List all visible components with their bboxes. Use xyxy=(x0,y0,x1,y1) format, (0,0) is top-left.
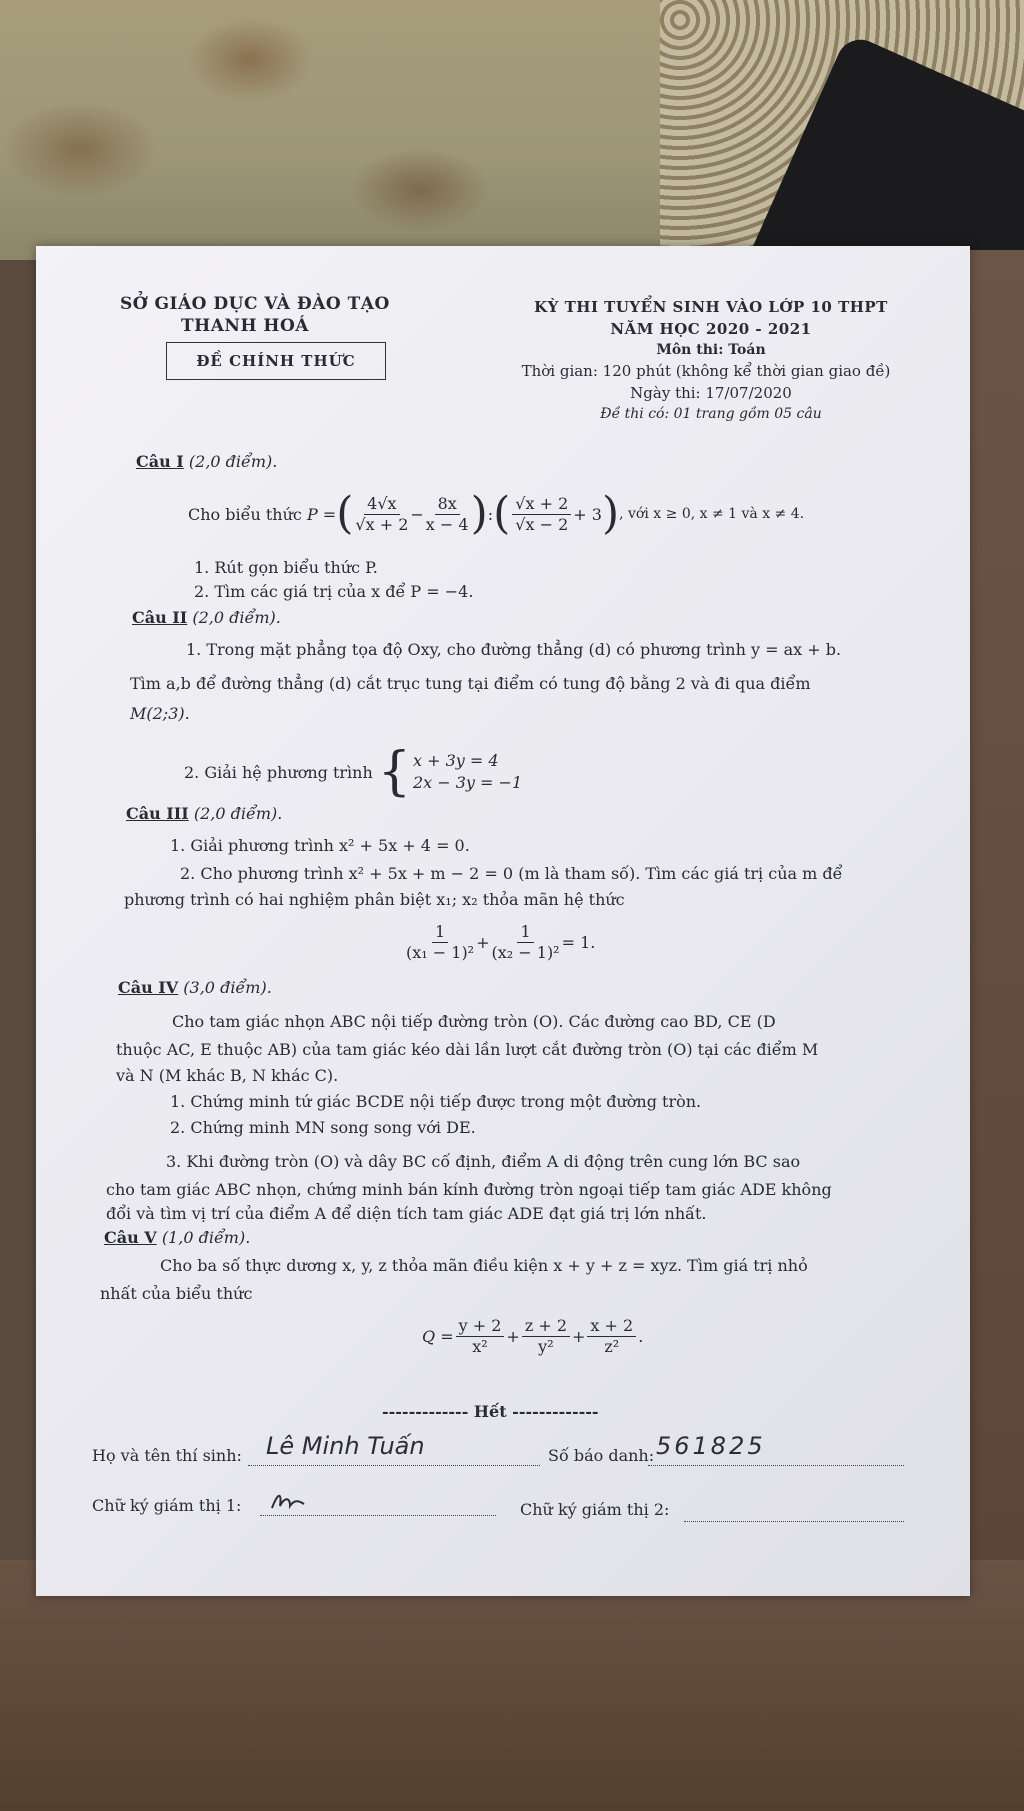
q3-f1-denominator: (x₁ − 1)² xyxy=(406,942,475,962)
q3-plus: + xyxy=(476,932,490,952)
q1-item-1: 1. Rút gọn biểu thức P. xyxy=(194,558,378,577)
q1-f2-numerator: 8x xyxy=(435,494,460,515)
q3-relation xyxy=(404,912,595,972)
question-2-label: Câu II xyxy=(132,608,188,627)
question-4-title xyxy=(118,978,272,997)
q5-line-2: nhất của biểu thức xyxy=(100,1284,253,1303)
q5-t3-denominator: z² xyxy=(604,1336,620,1356)
end-dashes-left: ------------- xyxy=(382,1402,469,1421)
q5-expression xyxy=(422,1306,643,1366)
q1-p-label: P = xyxy=(306,504,337,524)
q4-item-2: 2. Chứng minh MN song song với DE. xyxy=(170,1118,476,1137)
q4-item-3-line-1: 3. Khi đường tròn (O) và dây BC cố định, điểm A di động trên cung lớn BC sao xyxy=(166,1152,801,1171)
q1-f2-denominator: x − 4 xyxy=(425,514,469,534)
end-mark-text: Hết xyxy=(473,1402,507,1421)
table-surface xyxy=(0,1560,1024,1811)
q4-intro-line-2: thuộc AC, E thuộc AB) của tam giác kéo dài lần lượt cắt đường tròn (O) tại các điểm M xyxy=(116,1040,819,1059)
end-dashes-right: ------------- xyxy=(512,1402,599,1421)
candidate-name-field xyxy=(248,1432,540,1466)
department-name: SỞ GIÁO DỤC VÀ ĐÀO TẠO xyxy=(120,294,390,314)
q4-item-1: 1. Chứng minh tứ giác BCDE nội tiếp được trong một đường tròn. xyxy=(170,1092,702,1111)
question-5-title xyxy=(104,1228,250,1247)
q5-term-1 xyxy=(456,1316,505,1357)
q1-intro: Cho biểu thức xyxy=(188,504,302,524)
q2-equation-2: 2x − 3y = −1 xyxy=(412,773,523,792)
q1-colon: : xyxy=(487,504,494,524)
q1-plus-3: + 3 xyxy=(573,504,602,524)
question-1-label: Câu I xyxy=(136,452,184,471)
q5-plus-1: + xyxy=(506,1326,520,1346)
q1-fraction-3 xyxy=(512,494,571,535)
q1-minus: − xyxy=(410,504,424,524)
q1-item-2: 2. Tìm các giá trị của x để P = −4. xyxy=(194,582,474,601)
exam-date: Ngày thi: 17/07/2020 xyxy=(630,384,792,402)
q3-fraction-2 xyxy=(492,922,560,963)
q5-term-2 xyxy=(522,1316,570,1357)
q5-plus-2: + xyxy=(572,1326,586,1346)
question-2-points: (2,0 điểm). xyxy=(192,608,281,627)
question-5-points: (1,0 điểm). xyxy=(161,1228,251,1247)
q1-fraction-2 xyxy=(426,494,469,535)
question-1-expression: Cho biểu thức P = ( $\frac{4√x}{√x + 2}$ − $\frac{8x}{x - 4}$ ) : ( $\frac{√x + 2}{√x - 2}$ + 3 ) , với x ≥ 0, x ≠ 1 và x ≠ 4. xyxy=(188,488,805,539)
candidate-name-handwriting: Lê Minh Tuấn xyxy=(266,1432,425,1460)
proctor-1-signature xyxy=(268,1488,308,1514)
q4-item-3-line-2: cho tam giác ABC nhọn, chứng minh bán kính đường tròn ngoại tiếp tam giác ADE không xyxy=(106,1180,832,1199)
candidate-number-handwriting: 561825 xyxy=(656,1432,766,1460)
q5-t1-numerator: y + 2 xyxy=(456,1316,505,1337)
q3-equals: = 1. xyxy=(561,932,596,952)
question-3-points: (2,0 điểm). xyxy=(193,804,283,823)
q4-intro-line-1: Cho tam giác nhọn ABC nội tiếp đường tròn (O). Các đường cao BD, CE (D xyxy=(172,1012,776,1031)
q3-item-2-line-1: 2. Cho phương trình x² + 5x + m − 2 = 0 (m là tham số). Tìm các giá trị của m để xyxy=(180,864,843,883)
proctor-2-signature-field xyxy=(684,1492,904,1522)
page-info: Đề thi có: 01 trang gồm 05 câu xyxy=(600,406,822,422)
candidate-number-field xyxy=(648,1432,904,1466)
proctor-2-label: Chữ ký giám thị 2: xyxy=(520,1500,670,1519)
q2-system xyxy=(413,750,522,793)
question-4-points: (3,0 điểm). xyxy=(183,978,272,997)
q5-t2-denominator: y² xyxy=(538,1336,554,1356)
q5-term-3 xyxy=(587,1316,636,1357)
q2-item-2-label: 2. Giải hệ phương trình xyxy=(184,762,373,782)
q1-f1-numerator: 4√x xyxy=(364,494,399,515)
q3-f1-numerator: 1 xyxy=(432,922,448,943)
q3-f2-numerator: 1 xyxy=(517,922,533,943)
question-1-points: (2,0 điểm). xyxy=(188,452,278,471)
q4-item-3-line-3: đổi và tìm vị trí của điểm A để diện tích tam giác ADE đạt giá trị lớn nhất. xyxy=(106,1204,707,1223)
q5-end: . xyxy=(638,1326,644,1346)
q3-item-2-line-2: phương trình có hai nghiệm phân biệt x₁; x₂ thỏa mãn hệ thức xyxy=(124,890,625,909)
q2-item-1-line-1: 1. Trong mặt phẳng tọa độ Oxy, cho đường thẳng (d) có phương trình y = ax + b. xyxy=(186,640,842,659)
candidate-number-label: Số báo danh: xyxy=(548,1446,655,1465)
q5-t3-numerator: x + 2 xyxy=(587,1316,636,1337)
q1-condition: , với x ≥ 0, x ≠ 1 và x ≠ 4. xyxy=(619,506,805,522)
question-3-title xyxy=(126,804,282,823)
q3-f2-denominator: (x₂ − 1)² xyxy=(491,942,560,962)
q3-fraction-1 xyxy=(406,922,474,963)
exam-title: KỲ THI TUYỂN SINH VÀO LỚP 10 THPT xyxy=(534,298,888,316)
q1-f3-numerator: √x + 2 xyxy=(512,494,571,515)
q5-q-label: Q = xyxy=(422,1326,454,1346)
q4-intro-line-3: và N (M khác B, N khác C). xyxy=(116,1066,339,1085)
q5-t1-denominator: x² xyxy=(472,1336,488,1356)
candidate-name-label: Họ và tên thí sinh: xyxy=(92,1446,242,1465)
q3-item-1: 1. Giải phương trình x² + 5x + 4 = 0. xyxy=(170,836,470,855)
school-year: NĂM HỌC 2020 - 2021 xyxy=(610,320,812,338)
department-province: THANH HOÁ xyxy=(181,316,309,336)
question-4-label: Câu IV xyxy=(118,978,179,997)
question-2-title xyxy=(132,608,281,627)
exam-time: Thời gian: 120 phút (không kể thời gian giao đề) xyxy=(521,362,891,380)
q2-item-1-line-3: M(2;3). xyxy=(130,704,190,723)
question-1-title xyxy=(136,452,277,471)
q2-item-2: 2. Giải hệ phương trình { x + 3y = 4 2x − 3y = −1 xyxy=(184,742,523,802)
proctor-1-signature-field xyxy=(260,1486,496,1516)
official-label: ĐỀ CHÍNH THỨC xyxy=(166,342,386,380)
q1-fraction-1 xyxy=(355,494,408,535)
question-5-label: Câu V xyxy=(104,1228,157,1247)
subject: Môn thi: Toán xyxy=(656,342,766,358)
exam-paper xyxy=(36,246,970,1596)
proctor-1-label: Chữ ký giám thị 1: xyxy=(92,1496,242,1515)
question-3-label: Câu III xyxy=(126,804,189,823)
q5-t2-numerator: z + 2 xyxy=(522,1316,570,1337)
q5-line-1: Cho ba số thực dương x, y, z thỏa mãn điều kiện x + y + z = xyz. Tìm giá trị nhỏ xyxy=(160,1256,808,1275)
end-mark xyxy=(382,1402,599,1421)
q1-f3-denominator: √x − 2 xyxy=(515,514,569,534)
q2-equation-1: x + 3y = 4 xyxy=(412,751,499,771)
q1-f1-denominator: √x + 2 xyxy=(355,514,409,534)
q2-item-1-line-2: Tìm a,b để đường thẳng (d) cắt trục tung tại điểm có tung độ bằng 2 và đi qua điểm xyxy=(130,674,811,693)
